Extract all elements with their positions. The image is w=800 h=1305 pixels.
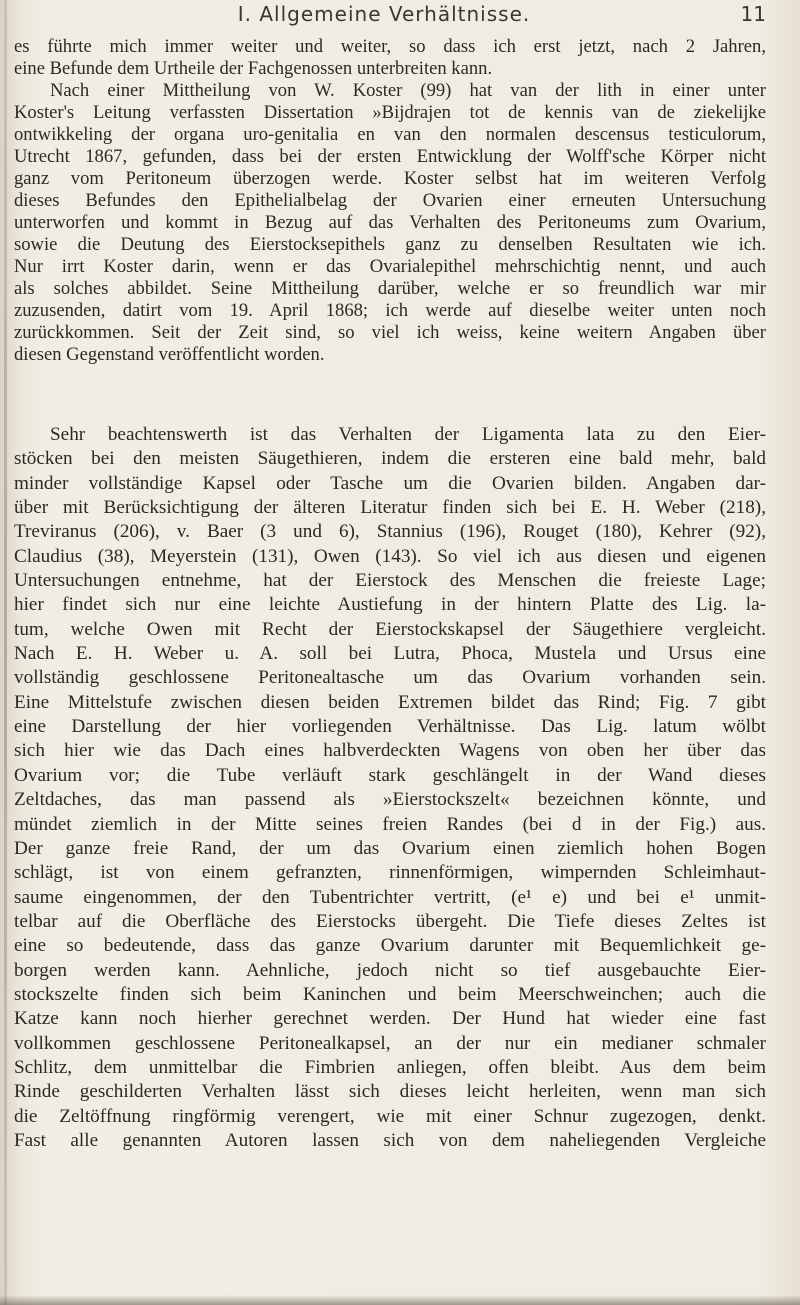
text-line: mündet ziemlich in der Mitte seines freien Randes (bei d in der Fig.) aus. [14, 813, 766, 835]
text-line: Untersuchungen entnehme, hat der Eierstock des Menschen die freieste Lage; [14, 570, 766, 592]
text-line: als solches abbildet. Seine Mittheilung darüber, welche er so freundlich war mir [14, 278, 766, 299]
text-line: schlägt, ist von einem gefranzten, rinnenförmigen, wimpernden Schleimhaut- [14, 862, 766, 884]
text-line: eine so bedeutende, dass das ganze Ovarium darunter mit Bequemlichkeit ge- [14, 935, 766, 957]
text-line: diesen Gegenstand veröffentlicht worden. [14, 344, 325, 365]
text-line: eine Darstellung der hier vorliegenden Verhältnisse. Das Lig. latum wölbt [14, 716, 766, 738]
text-line: Nur irrt Koster darin, wenn er das Ovarialepithel mehrschichtig nennt, und auch [14, 256, 766, 277]
text-line: hier findet sich nur eine leichte Austiefung in der hintern Platte des Lig. la- [14, 594, 766, 616]
text-line: unterworfen und kommt in Bezug auf das Verhalten des Peritoneums zum Ovarium, [14, 212, 766, 233]
text-line: vollständig geschlossene Peritonealtasche um das Ovarium vorhanden sein. [14, 667, 766, 689]
text-line: minder vollständige Kapsel oder Tasche um die Ovarien bilden. Angaben dar- [14, 472, 766, 494]
text-line: Katze kann noch hierher gerechnet werden. Der Hund hat wieder eine fast [14, 1008, 766, 1030]
text-line: Ovarium vor; die Tube verläuft stark geschlängelt in der Wand dieses [14, 764, 766, 786]
text-line: tum, welche Owen mit Recht der Eierstockskapsel der Säugethiere vergleicht. [14, 618, 766, 640]
text-line: Schlitz, dem unmittelbar die Fimbrien anliegen, offen bleibt. Aus dem beim [14, 1056, 766, 1078]
text-line: borgen werden kann. Aehnliche, jedoch nicht so tief ausgebauchte Eier- [14, 959, 766, 981]
page-edge-shadow [0, 1295, 800, 1305]
text-line: Nach E. H. Weber u. A. soll bei Lutra, Phoca, Mustela und Ursus eine [14, 643, 766, 665]
text-line: sich hier wie das Dach eines halbverdeckten Wagens von oben her über das [14, 740, 766, 762]
text-line: ganz vom Peritoneum überzogen werde. Koster selbst hat im weiteren Verfolg [14, 168, 766, 189]
text-line: zuzusenden, datirt vom 19. April 1868; ich werde auf dieselbe weiter unten noch [14, 300, 766, 321]
text-line: ontwikkeling der organa uro-genitalia en van den normalen descensus testiculorum, [14, 124, 766, 145]
text-line: Rinde geschilderten Verhalten lässt sich dieses leicht herleiten, wenn man sich [14, 1081, 766, 1103]
text-line: Nach einer Mittheilung von W. Koster (99) hat van der lith in einer unter [50, 80, 766, 101]
page-number: 11 [740, 2, 766, 26]
running-header [14, 2, 766, 32]
text-line: eine Befunde dem Urtheile der Fachgenossen unterbreiten kann. [14, 58, 493, 79]
text-line: zurückkommen. Seit der Zeit sind, so viel ich weiss, keine weitern Angaben über [14, 322, 766, 343]
text-line: Koster's Leitung verfassten Dissertation »Bijdrajen tot de kennis van de ziekelijke [14, 102, 766, 123]
text-line: Sehr beachtenswerth ist das Verhalten der Ligamenta lata zu den Eier- [50, 424, 766, 445]
text-line: Claudius (38), Meyerstein (131), Owen (143). So viel ich aus diesen und eigenen [14, 545, 766, 567]
binding-gutter [4, 0, 7, 1305]
text-line: Treviranus (206), v. Baer (3 und 6), Stannius (196), Rouget (180), Kehrer (92), [14, 521, 766, 543]
text-line: es führte mich immer weiter und weiter, so dass ich erst jetzt, nach 2 Jahren, [14, 36, 766, 57]
paragraph-2 [14, 423, 766, 1153]
text-line: Fast alle genannten Autoren lassen sich von dem naheliegenden Vergleiche [14, 1129, 766, 1151]
text-line: stockszelte finden sich beim Kaninchen und beim Meerschweinchen; auch die [14, 983, 766, 1005]
text-line: Der ganze freie Rand, der um das Ovarium einen ziemlich hohen Bogen [14, 837, 766, 859]
text-line: Eine Mittelstufe zwischen diesen beiden Extremen bildet das Rind; Fig. 7 gibt [14, 691, 766, 713]
paragraph-1 [14, 36, 766, 366]
text-line: saume eingenommen, der den Tubentrichter vertritt, (e¹ e) und bei e¹ unmit- [14, 886, 766, 908]
running-title: I. Allgemeine Verhältnisse. [237, 2, 531, 26]
text-line: die Zeltöffnung ringförmig verengert, wie mit einer Schnur zugezogen, denkt. [14, 1105, 766, 1127]
text-line: dieses Befundes den Epithelialbelag der Ovarien einer erneuten Untersuchung [14, 190, 766, 211]
text-line: Zeltdaches, das man passend als »Eierstockszelt« bezeichnen könnte, und [14, 789, 766, 811]
text-line: sowie die Deutung des Eierstocksepithels ganz zu denselben Resultaten wie ich. [14, 234, 766, 255]
text-line: vollkommen geschlossene Peritonealkapsel, an der nur ein medianer schmaler [14, 1032, 766, 1054]
text-line: Utrecht 1867, gefunden, dass bei der ersten Entwicklung der Wolff'sche Körper nicht [14, 146, 766, 167]
text-line: telbar auf die Oberfläche des Eierstocks übergeht. Die Tiefe dieses Zeltes ist [14, 910, 766, 932]
text-line: stöcken bei den meisten Säugethieren, indem die ersteren eine bald mehr, bald [14, 448, 766, 470]
text-line: über mit Berücksichtigung der älteren Literatur finden sich bei E. H. Weber (218), [14, 497, 766, 519]
